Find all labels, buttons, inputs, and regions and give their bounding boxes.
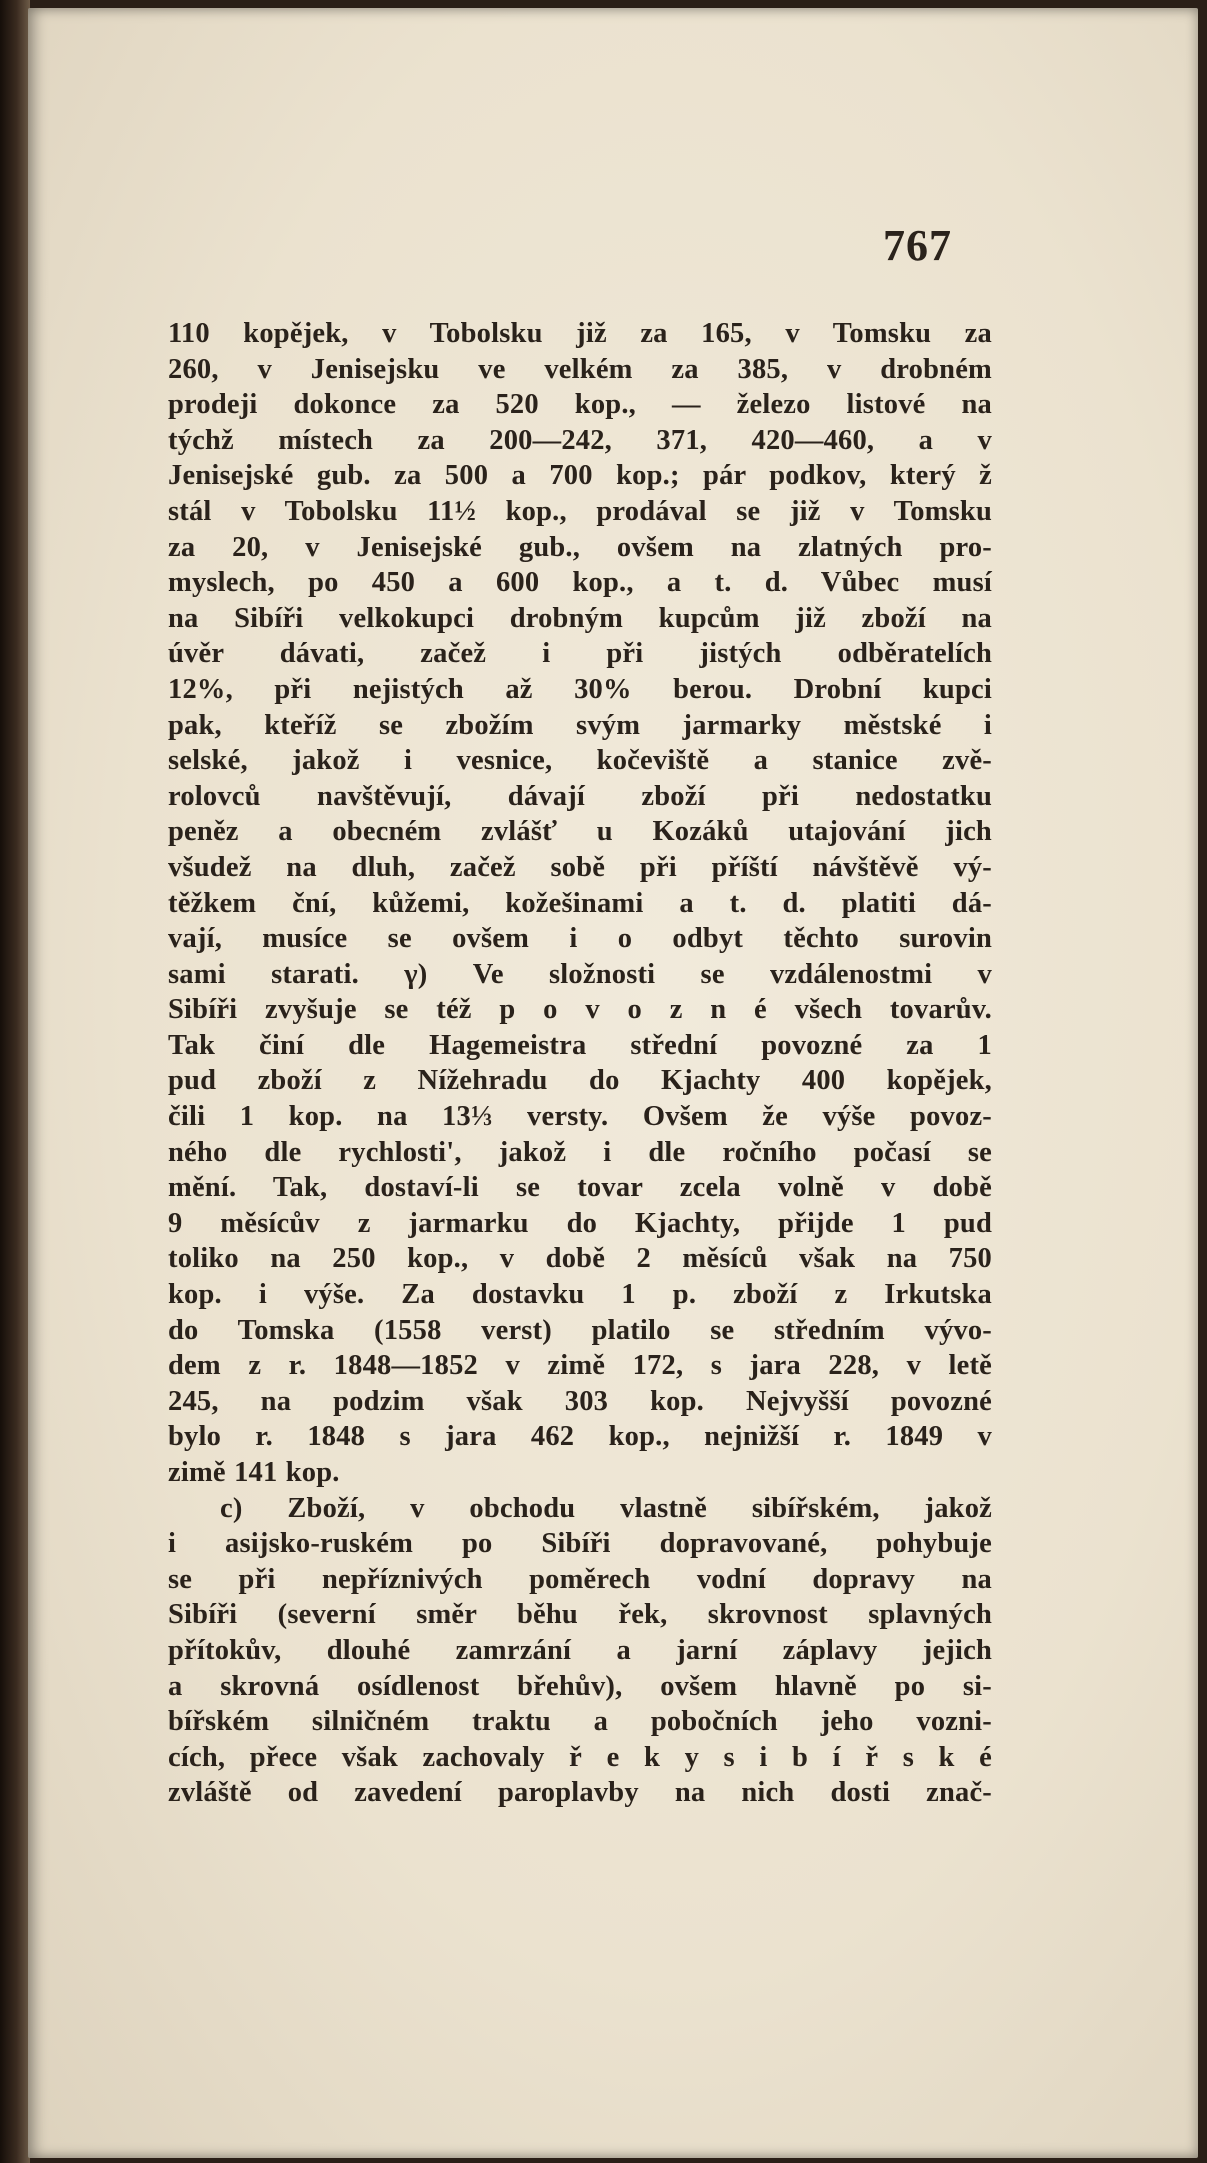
text-line: ného dle rychlosti', jakož i dle ročního počasí se [168,1136,992,1168]
text-line: prodeji dokonce za 520 kop., — železo listové na [168,389,992,421]
text-line: všudež na dluh, začež sobě při příští návštěvě vý- [168,851,992,883]
book-page [28,8,1198,2158]
text-line: bylo r. 1848 s jara 462 kop., nejnižší r. 1849 v [168,1421,992,1453]
text-line: na Sibíři velkokupci drobným kupcům již zboží na [168,602,992,634]
text-line: 110 kopějek, v Tobolsku již za 165, v Tomsku za [168,318,992,349]
text-line: úvěr dávati, začež i při jistých odběratelích [168,638,992,670]
text-line: toliko na 250 kop., v době 2 měsíců však na 750 [168,1243,992,1275]
text-line: myslech, po 450 a 600 kop., a t. d. Vůbec musí [168,567,992,599]
text-line: zvláště od zavedení paroplavby na nich dosti znač- [168,1777,992,1809]
text-line: těžkem ční, kůžemi, kožešinami a t. d. platiti dá- [168,887,992,919]
text-line: Sibíři zvyšuje se též p o v o z n é všech tovarův. [168,994,992,1026]
text-line: vají, musíce se ovšem i o odbyt těchto surovin [168,923,992,955]
text-line: přítokův, dlouhé zamrzání a jarní záplavy jejich [168,1634,992,1666]
text-line: za 20, v Jenisejské gub., ovšem na zlatných pro- [168,531,992,563]
text-line: sami starati. γ) Ve složnosti se vzdálenostmi v [168,958,992,990]
text-line: kop. i výše. Za dostavku 1 p. zboží z Irkutska [168,1279,992,1311]
text-line: týchž místech za 200—242, 371, 420—460, a v [168,424,992,456]
text-line: a skrovná osídlenost břehův), ovšem hlavně po si- [168,1670,992,1702]
text-line: Jenisejské gub. za 500 a 700 kop.; pár podkov, který ž [168,460,992,492]
text-line: 260, v Jenisejsku ve velkém za 385, v drobném [168,353,992,385]
text-line: 245, na podzim však 303 kop. Nejvyšší povozné [168,1385,992,1417]
text-line: se při nepříznivých poměrech vodní dopravy na [168,1563,992,1595]
book-spine-edge [0,0,30,2163]
text-line: bířském silničném traktu a pobočních jeho vozni- [168,1706,992,1738]
text-line: Sibíři (severní směr běhu řek, skrovnost splavných [168,1599,992,1631]
text-line: i asijsko-ruském po Sibíři dopravované, pohybuje [168,1528,992,1560]
page-number: 767 [883,221,952,270]
text-line: peněz a obecném zvlášť u Kozáků utajování jich [168,816,992,848]
text-line: Tak činí dle Hagemeistra střední povozné za 1 [168,1029,992,1061]
text-line: c) Zboží, v obchodu vlastně sibířském, jakož [220,1492,992,1524]
text-line: do Tomska (1558 verst) platilo se středním vývo- [168,1314,992,1346]
text-line: cích, přece však zachovaly ř e k y s i b í ř s k é [168,1741,992,1773]
text-line: pud zboží z Nížehradu do Kjachty 400 kopějek, [168,1065,992,1097]
text-line: dem z r. 1848—1852 v zimě 172, s jara 228, v letě [168,1350,992,1382]
text-line: stál v Tobolsku 11½ kop., prodával se již v Tomsku [168,495,992,527]
body-text [168,316,992,1811]
text-line: selské, jakož i vesnice, kočeviště a stanice zvě- [168,745,992,777]
text-line: čili 1 kop. na 13⅓ versty. Ovšem že výše povoz- [168,1101,992,1133]
text-line: 12%, při nejistých až 30% berou. Drobní kupci [168,673,992,705]
text-line: mění. Tak, dostaví-li se tovar zcela volně v době [168,1172,992,1204]
text-line: rolovců navštěvují, dávají zboží při nedostatku [168,780,992,812]
text-line: zimě 141 kop. [168,1457,340,1488]
text-line: pak, kteříž se zbožím svým jarmarky městské i [168,709,992,741]
text-line: 9 měsícův z jarmarku do Kjachty, přijde 1 pud [168,1207,992,1239]
